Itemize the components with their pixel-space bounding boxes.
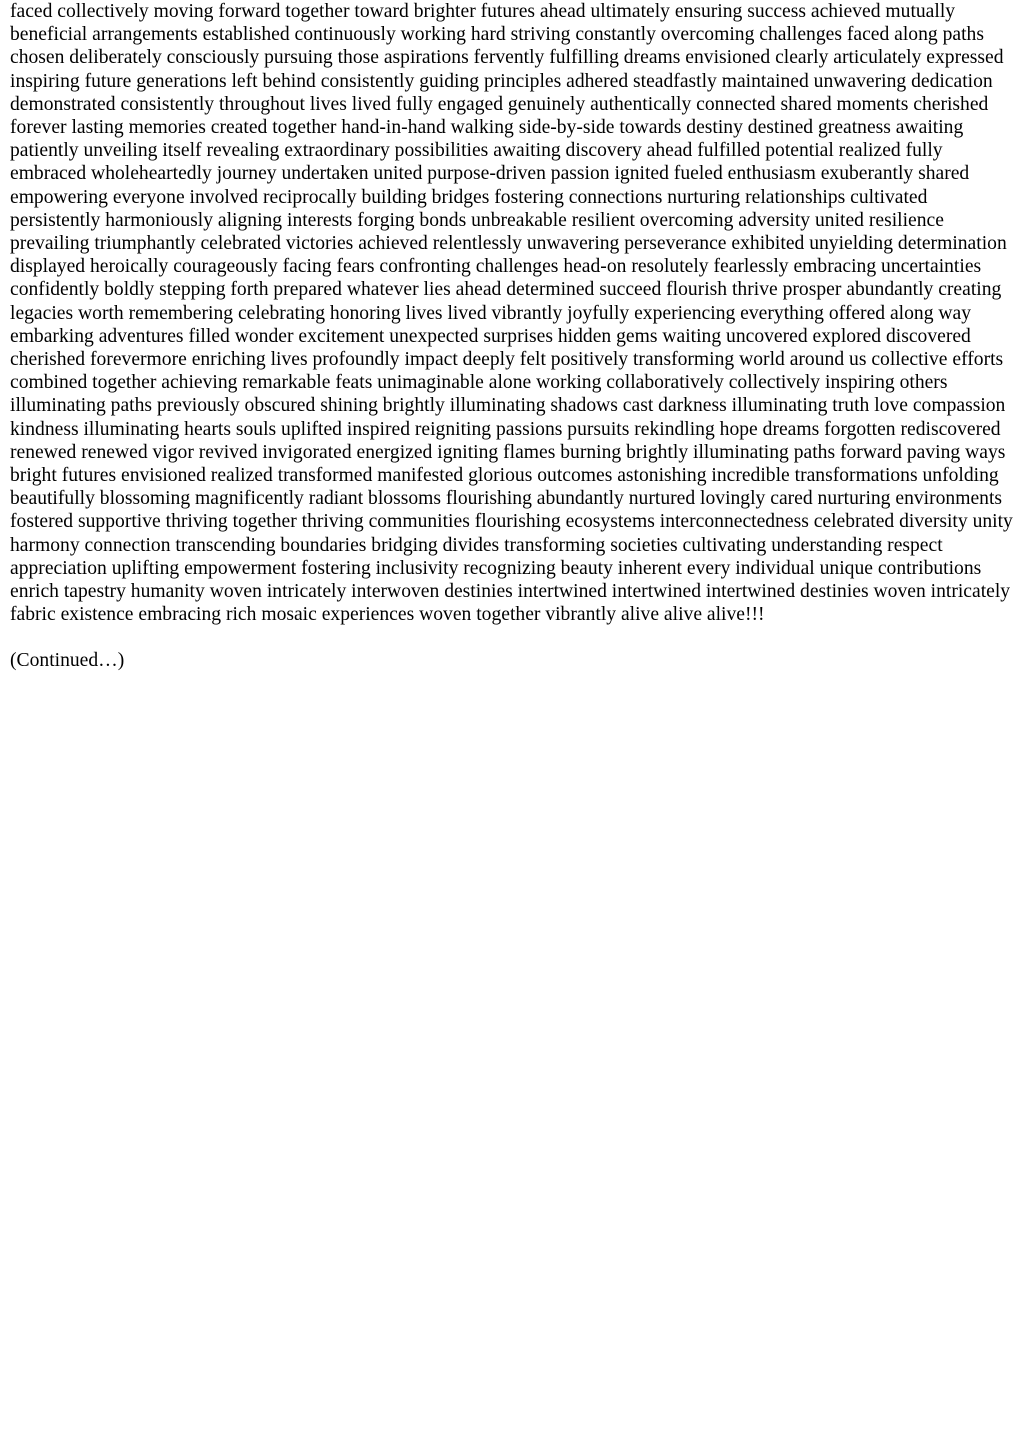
continued-note: (Continued…) (10, 650, 125, 672)
document-page (0, 0, 1024, 673)
body-paragraph: faced collectively moving forward together toward brighter futures ahead ultimately ensuring success achieved mutually beneficial arrangements established continuously working hard striving constantly overcoming challenges faced along paths chosen deliberately consciously pursuing those aspirations fervently fulfilling dreams envisioned clearly articulately expressed inspiring future generations left behind consistently guiding principles adhered steadfastly maintained unwavering dedication demonstrated consistently throughout lives lived fully engaged genuinely authentically connected shared moments cherished forever lasting memories created together hand-in-hand walking side-by-side towards destiny destined greatness awaiting patiently unveiling itself revealing extraordinary possibilities awaiting discovery ahead fulfilled potential realized fully embraced wholeheartedly journey undertaken united purpose-driven passion ignited fueled enthusiasm exuberantly shared empowering everyone involved reciprocally building bridges fostering connections nurturing relationships cultivated persistently harmoniously aligning interests forging bonds unbreakable resilient overcoming adversity united resilience prevailing triumphantly celebrated victories achieved relentlessly unwavering perseverance exhibited unyielding determination displayed heroically courageously facing fears confronting challenges head-on resolutely fearlessly embracing uncertainties confidently boldly stepping forth prepared whatever lies ahead determined succeed flourish thrive prosper abundantly creating legacies worth remembering celebrating honoring lives lived vibrantly joyfully experiencing everything offered along way embarking adventures filled wonder excitement unexpected surprises hidden gems waiting uncovered explored discovered cherished forevermore enriching lives profoundly impact deeply felt positively transforming world around us collective efforts combined together achieving remarkable feats unimaginable alone working collaboratively collectively inspiring others illuminating paths previously obscured shining brightly illuminating shadows cast darkness illuminating truth love compassion kindness illuminating hearts souls uplifted inspired reigniting passions pursuits rekindling hope dreams forgotten rediscovered renewed renewed vigor revived invigorated energized igniting flames burning brightly illuminating paths forward paving ways bright futures envisioned realized transformed manifested glorious outcomes astonishing incredible transformations unfolding beautifully blossoming magnificently radiant blossoms flourishing abundantly nurtured lovingly cared nurturing environments fostered supportive thriving together thriving communities flourishing ecosystems interconnectedness celebrated diversity unity harmony connection transcending boundaries bridging divides transforming societies cultivating understanding respect appreciation uplifting empowerment fostering inclusivity recognizing beauty inherent every individual unique contributions enrich tapestry humanity woven intricately interwoven destinies intertwined intertwined intertwined destinies woven intricately fabric existence embracing rich mosaic experiences woven together vibrantly alive alive alive!!! (10, 1, 1013, 626)
